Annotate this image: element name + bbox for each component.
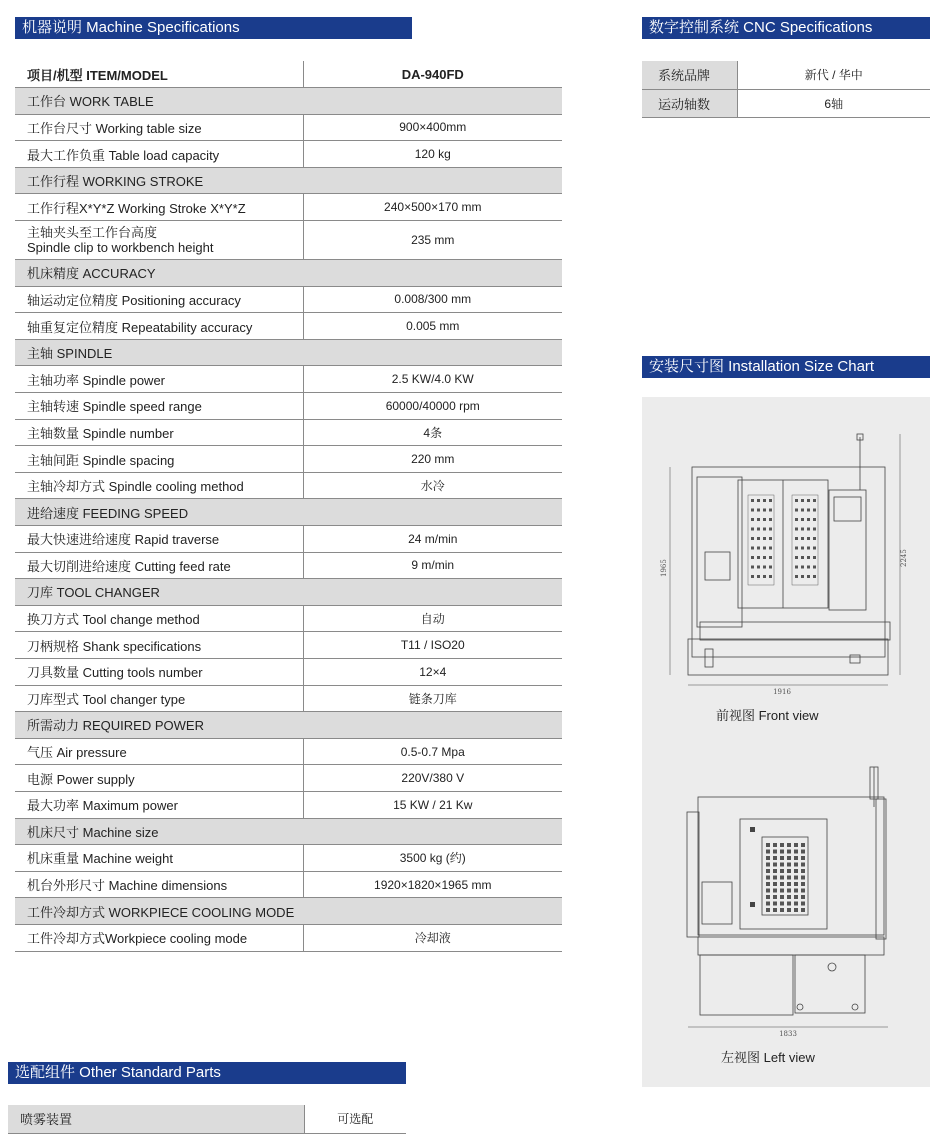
panel-button-glyph <box>773 889 777 893</box>
other-parts-title: 选配组件 Other Standard Parts <box>8 1062 406 1084</box>
panel-button-glyph <box>751 518 754 521</box>
panel-button-glyph <box>757 556 760 559</box>
spec-row <box>15 472 562 499</box>
panel-button-glyph <box>769 556 772 559</box>
spec-value: 0.005 mm <box>303 313 562 340</box>
spec-header-label: 项目/机型 ITEM/MODEL <box>15 61 303 88</box>
spec-label: 轴重复定位精度 Repeatability accuracy <box>15 313 303 340</box>
left-view-drawing <box>642 747 930 1047</box>
spec-header-row <box>15 61 562 88</box>
panel-button-glyph <box>780 882 784 886</box>
panel-button-glyph <box>787 843 791 847</box>
spec-label: 主轴数量 Spindle number <box>15 419 303 446</box>
panel-button-glyph <box>807 518 810 521</box>
cnc-label: 系统品牌 <box>642 61 737 89</box>
front-body-outline <box>692 467 885 657</box>
spec-section-label: 机床尺寸 Machine size <box>15 818 562 845</box>
front-side-window <box>705 552 730 580</box>
panel-button-glyph <box>751 575 754 578</box>
spec-row <box>15 924 562 951</box>
spec-row <box>15 286 562 313</box>
panel-button-glyph <box>751 547 754 550</box>
panel-button-glyph <box>769 566 772 569</box>
spec-row <box>15 685 562 712</box>
machine-specs-title: 机器说明 Machine Specifications <box>15 17 412 39</box>
cnc-table <box>642 61 930 118</box>
panel-button-glyph <box>769 518 772 521</box>
panel-button-glyph <box>801 850 805 854</box>
spec-label: 气压 Air pressure <box>15 738 303 765</box>
panel-button-glyph <box>763 518 766 521</box>
spec-row <box>15 845 562 872</box>
panel-button-glyph <box>773 863 777 867</box>
spec-row <box>15 419 562 446</box>
panel-button-glyph <box>751 556 754 559</box>
panel-button-glyph <box>769 537 772 540</box>
spec-row <box>15 313 562 340</box>
left-width-dim: 1833 <box>779 1030 797 1038</box>
panel-button-glyph <box>766 863 770 867</box>
panel-button-glyph <box>801 856 805 860</box>
spec-row <box>15 765 562 792</box>
panel-button-glyph <box>751 566 754 569</box>
spec-section-row <box>15 260 562 287</box>
spec-value: 2.5 KW/4.0 KW <box>303 366 562 393</box>
panel-button-glyph <box>787 889 791 893</box>
front-width-dim: 1916 <box>773 688 791 696</box>
spec-label: 刀柄规格 Shank specifications <box>15 632 303 659</box>
spec-label <box>15 221 303 260</box>
install-drawing-panel <box>642 397 930 1087</box>
panel-button-glyph <box>794 908 798 912</box>
panel-button-glyph <box>766 902 770 906</box>
spec-label: 刀具数量 Cutting tools number <box>15 658 303 685</box>
panel-button-glyph <box>801 889 805 893</box>
spec-value: 240×500×170 mm <box>303 194 562 221</box>
install-chart-title: 安装尺寸图 Installation Size Chart <box>642 356 930 378</box>
spec-value: 60000/40000 rpm <box>303 393 562 420</box>
panel-button-glyph <box>773 876 777 880</box>
spec-label: 刀库型式 Tool changer type <box>15 685 303 712</box>
panel-button-glyph <box>757 528 760 531</box>
spec-row <box>15 141 562 168</box>
panel-button-glyph <box>757 566 760 569</box>
spec-section-label: 所需动力 REQUIRED POWER <box>15 712 562 739</box>
panel-button-glyph <box>794 850 798 854</box>
spec-row <box>15 526 562 553</box>
panel-button-glyph <box>794 889 798 893</box>
panel-button-glyph <box>794 876 798 880</box>
panel-button-glyph <box>794 869 798 873</box>
panel-button-glyph <box>780 876 784 880</box>
spec-value: 3500 kg (约) <box>303 845 562 872</box>
panel-button-glyph <box>757 537 760 540</box>
panel-button-glyph <box>773 882 777 886</box>
panel-button-glyph <box>794 902 798 906</box>
panel-button-glyph <box>795 566 798 569</box>
panel-button-glyph <box>769 499 772 502</box>
spec-section-row <box>15 339 562 366</box>
spec-section-row <box>15 88 562 115</box>
parts-label: 喷雾装置 <box>8 1105 304 1133</box>
panel-button-glyph <box>801 518 804 521</box>
spec-label: 主轴转速 Spindle speed range <box>15 393 303 420</box>
panel-button-glyph <box>780 908 784 912</box>
panel-button-glyph <box>813 537 816 540</box>
panel-button-glyph <box>773 908 777 912</box>
spec-row <box>15 632 562 659</box>
panel-button-glyph <box>766 908 770 912</box>
spec-value: 1920×1820×1965 mm <box>303 871 562 898</box>
panel-button-glyph <box>780 869 784 873</box>
spec-section-row <box>15 712 562 739</box>
spec-label: 主轴功率 Spindle power <box>15 366 303 393</box>
spec-value: 冷却液 <box>303 924 562 951</box>
spec-value: 12×4 <box>303 658 562 685</box>
left-door <box>740 819 827 929</box>
panel-button-glyph <box>766 889 770 893</box>
panel-button-glyph <box>813 547 816 550</box>
spec-value: 9 m/min <box>303 552 562 579</box>
panel-button-glyph <box>794 863 798 867</box>
panel-button-glyph <box>751 528 754 531</box>
panel-button-glyph <box>801 537 804 540</box>
spec-row <box>15 393 562 420</box>
panel-button-glyph <box>757 499 760 502</box>
panel-button-glyph <box>780 902 784 906</box>
spec-section-row <box>15 579 562 606</box>
panel-button-glyph <box>787 856 791 860</box>
spec-section-row <box>15 898 562 925</box>
panel-button-glyph <box>801 547 804 550</box>
spec-row <box>15 791 562 818</box>
panel-button-glyph <box>766 869 770 873</box>
front-view-drawing <box>642 417 930 717</box>
spec-section-row <box>15 167 562 194</box>
spec-section-label: 工件冷却方式 WORKPIECE COOLING MODE <box>15 898 562 925</box>
panel-button-glyph <box>763 556 766 559</box>
spec-value: 链条刀库 <box>303 685 562 712</box>
spec-section-label: 刀库 TOOL CHANGER <box>15 579 562 606</box>
spec-row <box>15 366 562 393</box>
cnc-label: 运动轴数 <box>642 89 737 117</box>
spec-label-line: Spindle clip to workbench height <box>27 240 214 256</box>
parts-row <box>8 1105 406 1133</box>
spec-label: 机台外形尺寸 Machine dimensions <box>15 871 303 898</box>
panel-button-glyph <box>751 499 754 502</box>
panel-button-glyph <box>807 556 810 559</box>
spec-row <box>15 552 562 579</box>
spec-value: T11 / ISO20 <box>303 632 562 659</box>
spec-row <box>15 658 562 685</box>
spec-section-row <box>15 818 562 845</box>
panel-button-glyph <box>807 528 810 531</box>
spec-value: 900×400mm <box>303 114 562 141</box>
panel-button-glyph <box>801 902 805 906</box>
cnc-value: 6轴 <box>737 89 930 117</box>
panel-button-glyph <box>801 528 804 531</box>
panel-button-glyph <box>807 499 810 502</box>
panel-button-glyph <box>801 509 804 512</box>
spec-section-label: 进给速度 FEEDING SPEED <box>15 499 562 526</box>
panel-button-glyph <box>763 566 766 569</box>
panel-button-glyph <box>763 547 766 550</box>
panel-button-glyph <box>773 895 777 899</box>
panel-button-glyph <box>787 895 791 899</box>
panel-button-glyph <box>769 509 772 512</box>
panel-button-glyph <box>801 895 805 899</box>
panel-button-glyph <box>757 547 760 550</box>
spec-value: 220V/380 V <box>303 765 562 792</box>
spec-section-label: 工作行程 WORKING STROKE <box>15 167 562 194</box>
spec-row <box>15 114 562 141</box>
spec-label: 轴运动定位精度 Positioning accuracy <box>15 286 303 313</box>
panel-button-glyph <box>813 518 816 521</box>
panel-button-glyph <box>801 908 805 912</box>
panel-button-glyph <box>780 856 784 860</box>
panel-button-glyph <box>780 863 784 867</box>
panel-button-glyph <box>780 895 784 899</box>
panel-button-glyph <box>751 509 754 512</box>
panel-button-glyph <box>801 566 804 569</box>
spec-section-row <box>15 499 562 526</box>
spec-label: 最大工作负重 Table load capacity <box>15 141 303 168</box>
panel-button-glyph <box>766 850 770 854</box>
panel-button-glyph <box>813 499 816 502</box>
panel-button-glyph <box>807 575 810 578</box>
spec-value: 24 m/min <box>303 526 562 553</box>
panel-button-glyph <box>766 876 770 880</box>
panel-button-glyph <box>780 889 784 893</box>
panel-button-glyph <box>794 856 798 860</box>
panel-button-glyph <box>807 509 810 512</box>
spec-section-label: 机床精度 ACCURACY <box>15 260 562 287</box>
panel-button-glyph <box>813 556 816 559</box>
panel-button-glyph <box>813 528 816 531</box>
panel-button-glyph <box>787 876 791 880</box>
spec-value: 15 KW / 21 Kw <box>303 791 562 818</box>
panel-button-glyph <box>807 566 810 569</box>
panel-button-glyph <box>795 575 798 578</box>
spec-label: 电源 Power supply <box>15 765 303 792</box>
spec-label: 最大切削进给速度 Cutting feed rate <box>15 552 303 579</box>
panel-button-glyph <box>801 869 805 873</box>
spec-row <box>15 194 562 221</box>
spec-row <box>15 446 562 473</box>
front-view-caption: 前视图 Front view <box>716 708 819 723</box>
panel-button-glyph <box>763 509 766 512</box>
panel-button-glyph <box>795 556 798 559</box>
spec-table <box>15 61 562 952</box>
spec-section-label: 工作台 WORK TABLE <box>15 88 562 115</box>
panel-button-glyph <box>801 863 805 867</box>
panel-button-glyph <box>807 547 810 550</box>
spec-label: 最大功率 Maximum power <box>15 791 303 818</box>
spec-row <box>15 221 562 260</box>
spec-label: 工作行程X*Y*Z Working Stroke X*Y*Z <box>15 194 303 221</box>
panel-button-glyph <box>757 518 760 521</box>
panel-button-glyph <box>795 509 798 512</box>
parts-value: 可选配 <box>304 1105 406 1133</box>
panel-button-glyph <box>813 566 816 569</box>
panel-button-glyph <box>813 575 816 578</box>
front-total-height-dim: 2245 <box>900 549 908 567</box>
panel-button-glyph <box>773 869 777 873</box>
panel-button-glyph <box>773 850 777 854</box>
front-height-dim: 1965 <box>660 559 668 577</box>
spec-section-label: 主轴 SPINDLE <box>15 339 562 366</box>
panel-button-glyph <box>794 843 798 847</box>
spec-label: 最大快速进给速度 Rapid traverse <box>15 526 303 553</box>
panel-button-glyph <box>795 499 798 502</box>
panel-button-glyph <box>773 902 777 906</box>
panel-button-glyph <box>801 575 804 578</box>
panel-button-glyph <box>757 575 760 578</box>
spec-label: 工件冷却方式Workpiece cooling mode <box>15 924 303 951</box>
panel-button-glyph <box>769 575 772 578</box>
panel-button-glyph <box>807 537 810 540</box>
spec-value: 120 kg <box>303 141 562 168</box>
panel-button-glyph <box>763 499 766 502</box>
spec-label-line: 主轴夹头至工作台高度 <box>27 225 158 241</box>
panel-button-glyph <box>773 843 777 847</box>
panel-button-glyph <box>763 575 766 578</box>
panel-button-glyph <box>795 537 798 540</box>
panel-button-glyph <box>787 908 791 912</box>
panel-button-glyph <box>801 556 804 559</box>
spec-header-model: DA-940FD <box>303 61 562 88</box>
panel-button-glyph <box>766 895 770 899</box>
panel-button-glyph <box>787 869 791 873</box>
panel-button-glyph <box>780 850 784 854</box>
panel-button-glyph <box>794 895 798 899</box>
spec-label: 主轴冷却方式 Spindle cooling method <box>15 472 303 499</box>
panel-button-glyph <box>766 882 770 886</box>
spec-label: 机床重量 Machine weight <box>15 845 303 872</box>
cnc-row <box>642 61 930 89</box>
parts-table <box>8 1105 406 1134</box>
left-base-left <box>700 955 793 1015</box>
spec-value: 0.5-0.7 Mpa <box>303 738 562 765</box>
panel-button-glyph <box>801 499 804 502</box>
panel-button-glyph <box>795 547 798 550</box>
panel-button-glyph <box>813 509 816 512</box>
spec-label: 换刀方式 Tool change method <box>15 605 303 632</box>
spec-value: 水冷 <box>303 472 562 499</box>
spec-value: 4条 <box>303 419 562 446</box>
front-control-panel <box>829 490 866 610</box>
panel-button-glyph <box>795 528 798 531</box>
panel-button-glyph <box>787 902 791 906</box>
spec-row <box>15 871 562 898</box>
panel-button-glyph <box>801 876 805 880</box>
panel-button-glyph <box>787 850 791 854</box>
panel-button-glyph <box>766 843 770 847</box>
panel-button-glyph <box>773 856 777 860</box>
panel-button-glyph <box>787 863 791 867</box>
panel-button-glyph <box>751 537 754 540</box>
spec-value: 自动 <box>303 605 562 632</box>
left-side-window <box>702 882 732 924</box>
panel-button-glyph <box>763 537 766 540</box>
panel-button-glyph <box>801 843 805 847</box>
spec-row <box>15 738 562 765</box>
spec-value: 220 mm <box>303 446 562 473</box>
panel-button-glyph <box>769 547 772 550</box>
spec-row <box>15 605 562 632</box>
left-view-caption: 左视图 Left view <box>721 1050 815 1065</box>
panel-button-glyph <box>794 882 798 886</box>
spec-label: 工作台尺寸 Working table size <box>15 114 303 141</box>
panel-button-glyph <box>780 843 784 847</box>
spec-value: 0.008/300 mm <box>303 286 562 313</box>
panel-button-glyph <box>757 509 760 512</box>
cnc-specs-title: 数字控制系统 CNC Specifications <box>642 17 930 39</box>
panel-button-glyph <box>766 856 770 860</box>
panel-button-glyph <box>763 528 766 531</box>
panel-button-glyph <box>801 882 805 886</box>
spec-label: 主轴间距 Spindle spacing <box>15 446 303 473</box>
panel-button-glyph <box>795 518 798 521</box>
cnc-row <box>642 89 930 117</box>
panel-button-glyph <box>787 882 791 886</box>
cnc-value: 新代 / 华中 <box>737 61 930 89</box>
panel-button-glyph <box>769 528 772 531</box>
spec-value: 235 mm <box>303 221 562 260</box>
